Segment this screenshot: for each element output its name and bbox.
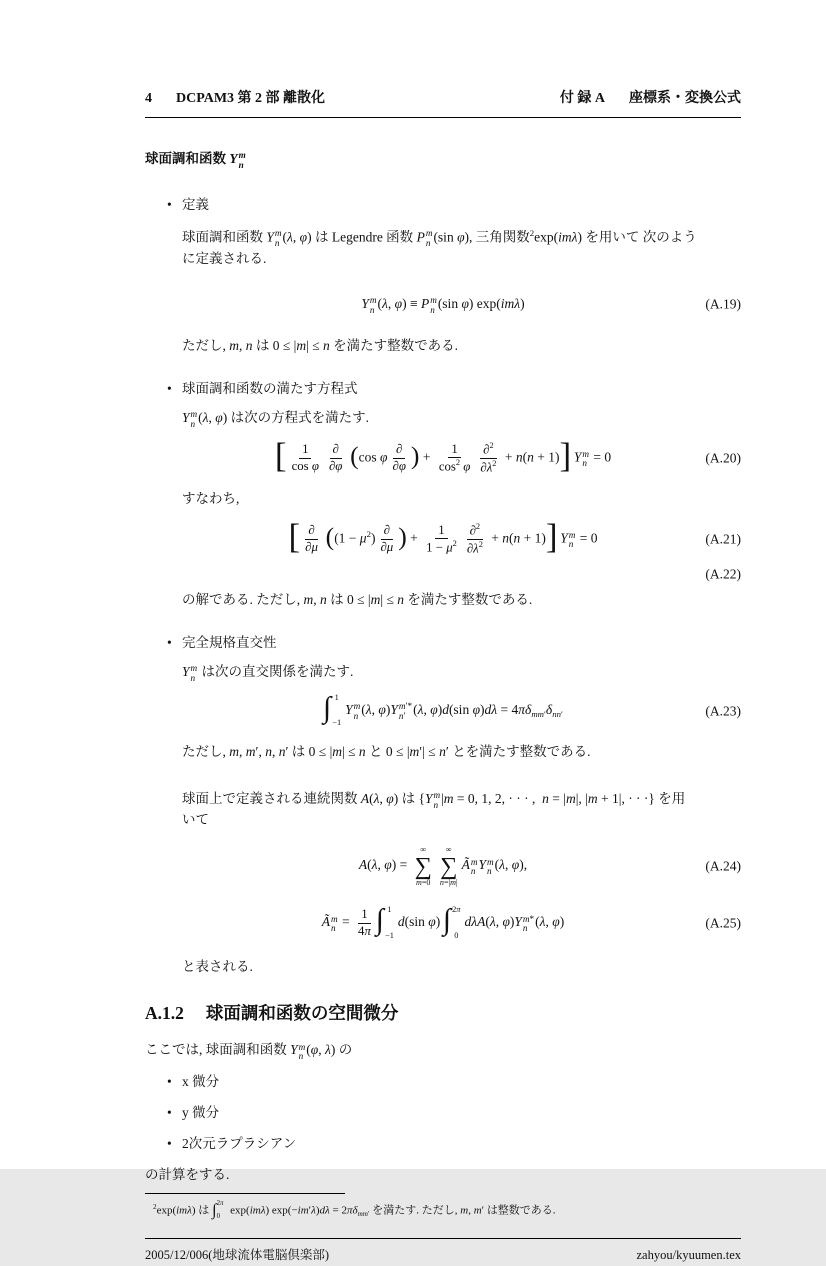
page-content bbox=[145, 0, 741, 1266]
equation-a19-tag: (A.19) bbox=[705, 296, 741, 312]
para-note-a19: ただし, m, n は 0 ≤ |m| ≤ n を満たす整数である. bbox=[182, 337, 458, 353]
subsection-heading-ynm: 球面調和函数 Y m n bbox=[145, 150, 246, 170]
equation-a25 bbox=[145, 900, 741, 946]
header-right bbox=[560, 88, 741, 109]
footnote-text: $^2$exp(imλ) は ∫ 2π 0 exp(imλ) $\exp(-im'\lambda)d\lambda = 2\pi\delta_{mm'}$ を満たす. ただし, m, m′ は整数である. bbox=[153, 1199, 556, 1220]
para-ortho-intro: Y m n は次の直交関係を満たす. bbox=[182, 663, 354, 684]
equation-a25-body: Ã m n = $\frac{1}{4\pi}$ ∫ 1 −1 d(sin φ) ∫ 2π 0 dλA(λ, φ)Y m* n (λ, φ) bbox=[321, 904, 565, 940]
bullet-x-derivative: • x 微分 bbox=[182, 1071, 741, 1092]
equation-a21-tag: (A.21) bbox=[705, 531, 741, 547]
equation-a24-tag: (A.24) bbox=[705, 858, 741, 874]
equation-a24 bbox=[145, 838, 741, 894]
para-section-intro: ここでは, 球面調和函数 Y m n (φ, λ) の bbox=[145, 1041, 353, 1062]
equation-a25-tag: (A.25) bbox=[705, 915, 741, 931]
section-number: A.1.2 bbox=[145, 1003, 184, 1024]
equation-a21-body: [ $\frac{\partial}{\partial\mu}$ ($(1 - \mu^2)$ $\frac{\partial}{\partial\mu}$ ) + $\frac{1}{1 - \mu^2}$ $\frac{\partial^2}{\partial\lambda^2}$ + n(n + 1)] Y m n = 0 bbox=[288, 517, 598, 557]
header-appendix-label: 付 録 A bbox=[559, 91, 605, 106]
footer-right: zahyou/kyuumen.tex bbox=[636, 1247, 741, 1262]
header-left bbox=[145, 88, 325, 109]
para-eq20-intro: Y m n (λ, φ) は次の方程式を満たす. bbox=[182, 408, 369, 429]
footer-rule bbox=[145, 1238, 741, 1239]
equation-a20-tag: (A.20) bbox=[705, 450, 741, 466]
header-right-title: 座標系・変換公式 bbox=[629, 91, 741, 106]
bullet-definition: • 定義 bbox=[182, 194, 741, 215]
para-solution-note: の解である. ただし, m, n は 0 ≤ |m| ≤ n を満たす整数である. bbox=[182, 592, 533, 608]
bullet-y-derivative: • y 微分 bbox=[182, 1102, 741, 1123]
equation-a24-body: A(λ, φ) = ∞ ∑ m=0 ∞ ∑ n=|m| Ã m n Y m n (λ, φ), bbox=[358, 845, 528, 887]
equation-a21 bbox=[145, 515, 741, 563]
equation-a20-body: [ $\frac{1}{\text{cos φ}}$ $\frac{\partial}{\partial\varphi}$ (cos φ $\frac{\partial}{\partial\varphi}$ ) + $\frac{1}{\cos^2 \varphi}$ $\frac{\partial^2}{\partial\lambda^2}$ + n(n + 1)] Y m n = 0 bbox=[274, 436, 612, 476]
page-header bbox=[145, 88, 741, 118]
para-definition: 球面調和函数 Y m n (λ, φ) は Legendre 函数 P m n (sin φ), 三角関数$^2$exp(imλ) を用いて 次のよう に定義される. bbox=[182, 227, 697, 266]
equation-a23 bbox=[145, 689, 741, 733]
equation-a22 bbox=[145, 563, 741, 585]
footer-left: 2005/12/006(地球流体電脳倶楽部) bbox=[145, 1247, 330, 1262]
equation-a19 bbox=[145, 291, 741, 317]
para-expansion: 球面上で定義される連続関数 A(λ, φ) は {Y m n |m = 0, 1, 2, · · · , n = |m|, |m + 1|, · · ·} を用 いて bbox=[182, 789, 686, 828]
para-note-a23: ただし, m, m′, n, n′ は 0 ≤ |m| ≤ n と 0 ≤ |m′| ≤ n′ とを満たす整数である. bbox=[182, 743, 591, 759]
equation-a22-tag: (A.22) bbox=[705, 566, 741, 582]
equation-a23-tag: (A.23) bbox=[705, 703, 741, 719]
page-number: 4 bbox=[145, 91, 152, 106]
page-footer bbox=[145, 1245, 741, 1266]
section-title: 球面調和函数の空間微分 bbox=[205, 1003, 399, 1024]
section-heading bbox=[145, 1001, 741, 1025]
bullet-satisfied-equation: • 球面調和函数の満たす方程式 bbox=[182, 378, 741, 399]
bullet-orthonormality: • 完全規格直交性 bbox=[182, 632, 741, 653]
para-sunawachi: すなわち, bbox=[182, 491, 240, 507]
header-left-title: DCPAM3 第 2 部 離散化 bbox=[176, 91, 326, 106]
equation-a19-body: Y m n (λ, φ) ≡ P m n (sin φ) exp(imλ) bbox=[361, 295, 525, 315]
bullet-laplacian: • 2次元ラプラシアン bbox=[182, 1133, 741, 1154]
equation-a20 bbox=[145, 434, 741, 482]
para-section-outro: の計算をする. bbox=[145, 1166, 230, 1182]
equation-a23-body: ∫ 1 −1 Y m n (λ, φ)Y m′* n′ (λ, φ)d(sin $\varphi)d\lambda = 4\pi\delta_{mm'}\delta_{nn'}$ bbox=[323, 691, 563, 728]
para-conclusion: と表される. bbox=[182, 959, 253, 975]
footnote-rule bbox=[145, 1193, 345, 1194]
